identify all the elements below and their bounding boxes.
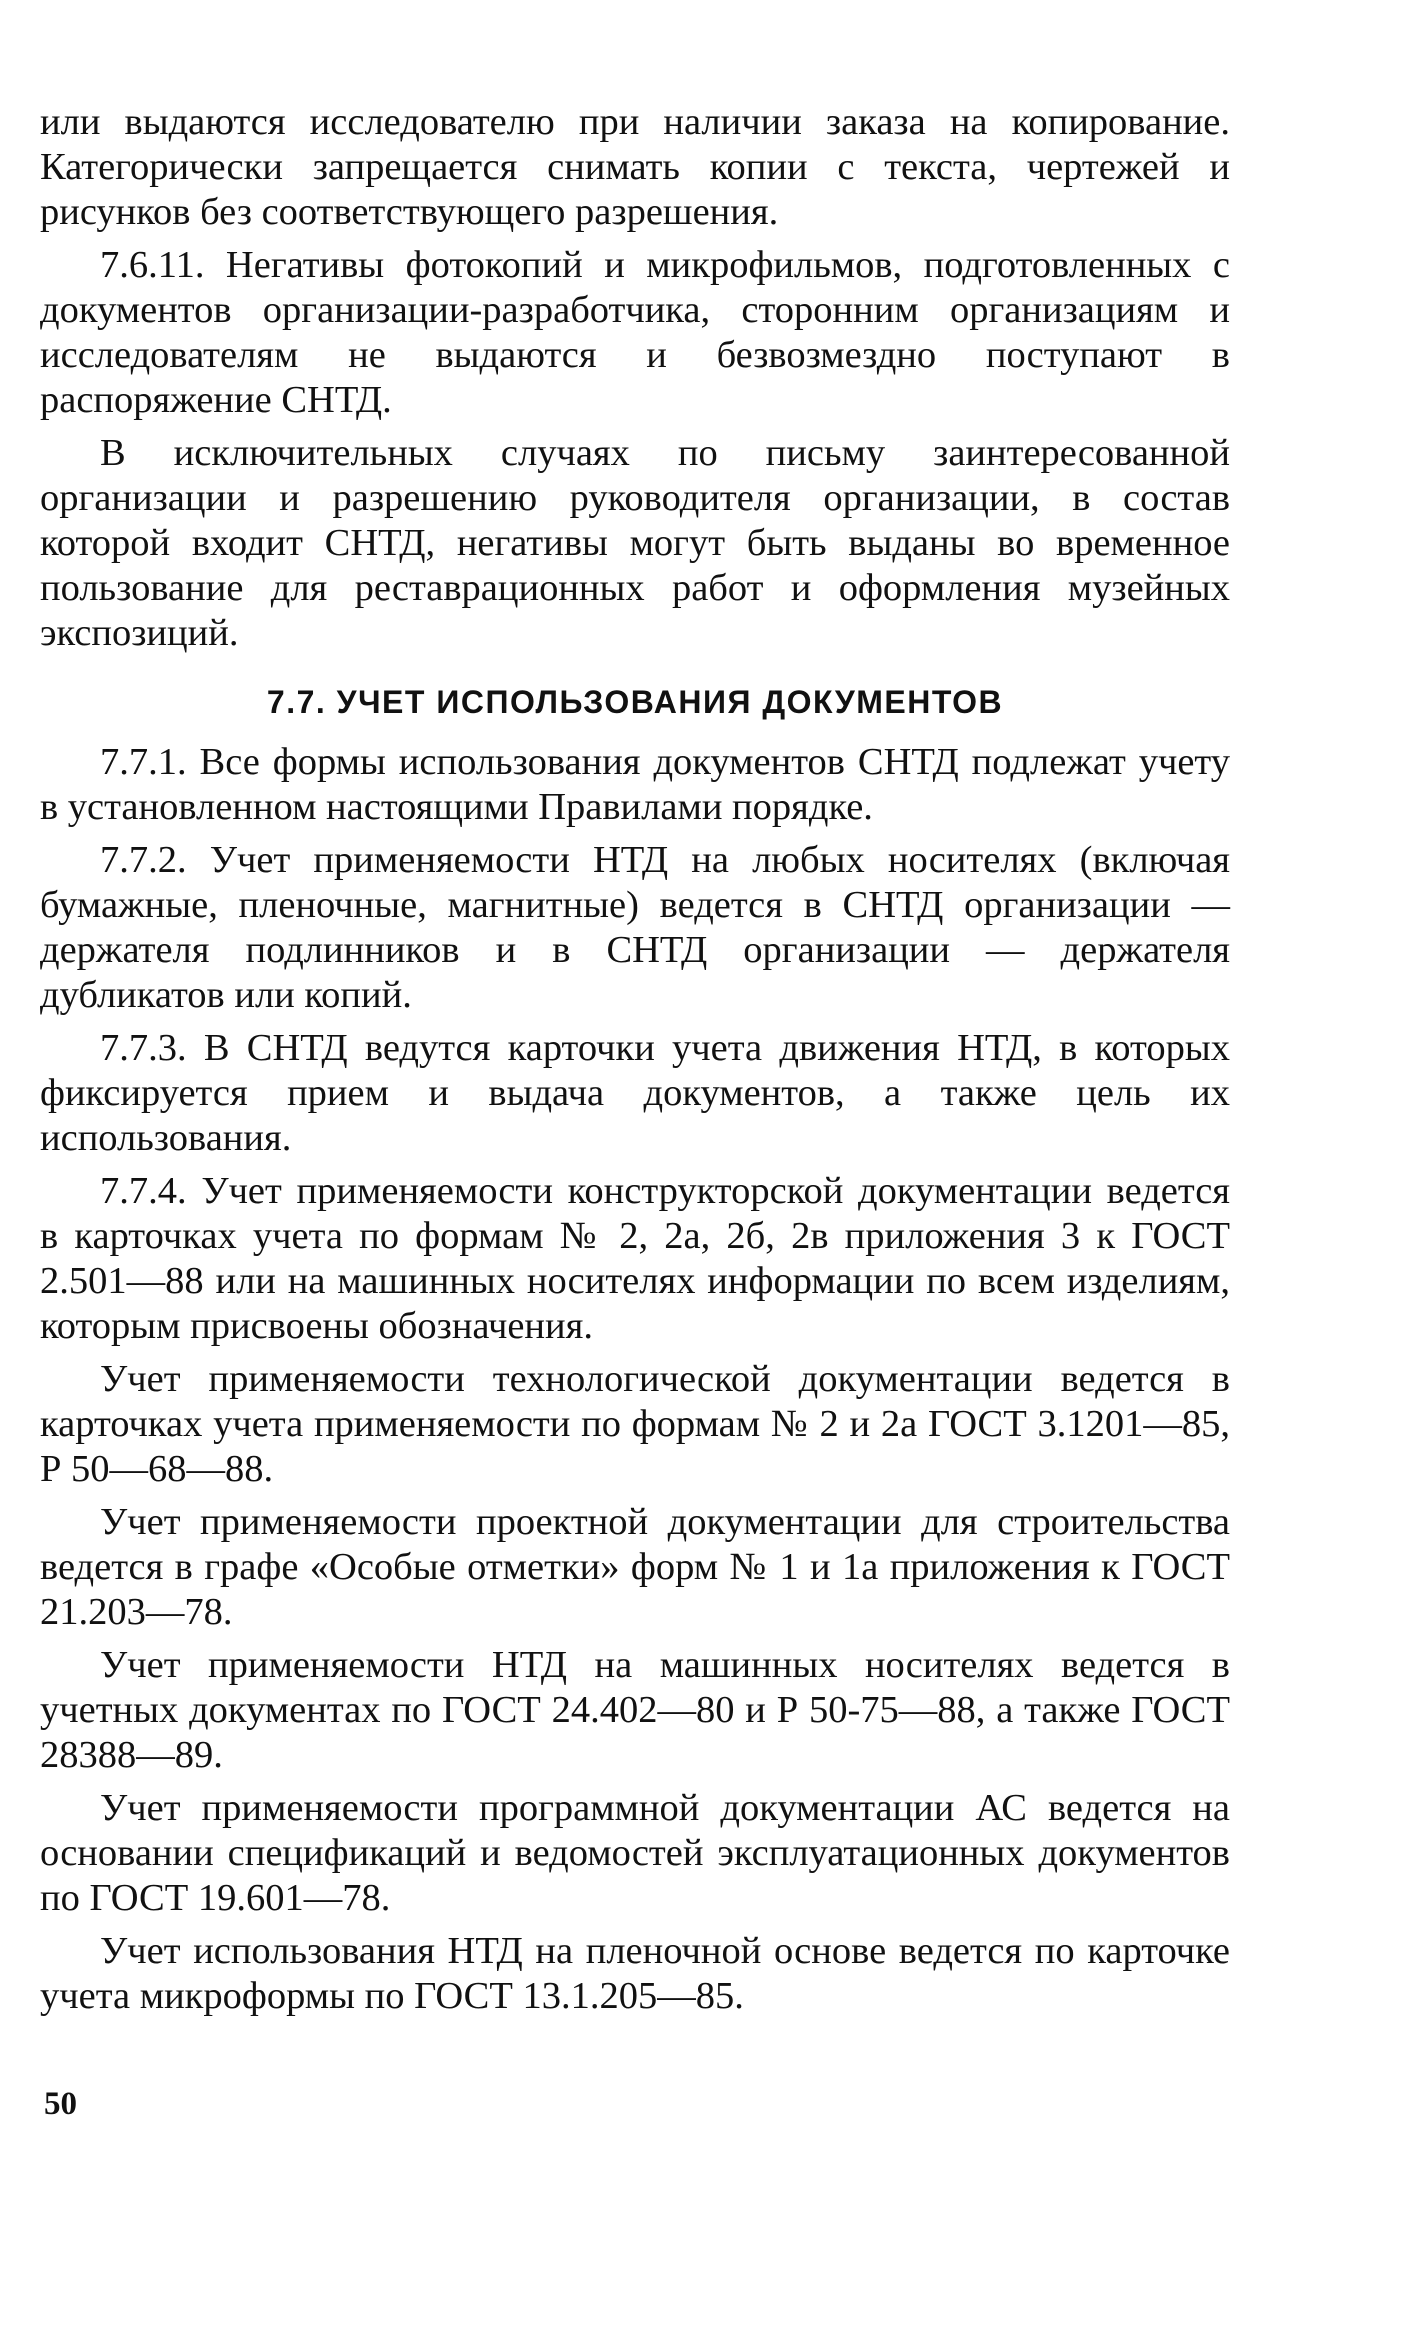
paragraph: Учет применяемости программной документации АС ведется на основании спецификаций и ведомостей эксплуатационных документов по ГОСТ 19.601—78. xyxy=(40,1787,1230,1919)
document-page xyxy=(40,100,1230,2027)
paragraph: 7.7.1. Все формы использования документов СНТД подлежат учету в установленном настоящими Правилами порядке. xyxy=(40,741,1230,828)
paragraph: или выдаются исследователю при наличии заказа на копирование. Категорически запрещается снимать копии с текста, чертежей и рисунков без соответствующего разрешения. xyxy=(40,101,1230,233)
page-number: 50 xyxy=(44,2086,77,2122)
paragraph: Учет применяемости технологической документации ведется в карточках учета применяемости по формам № 2 и 2а ГОСТ 3.1201—85, Р 50—68—88. xyxy=(40,1358,1230,1490)
paragraph: 7.7.3. В СНТД ведутся карточки учета движения НТД, в которых фиксируется прием и выдача документов, а также цель их использования. xyxy=(40,1027,1230,1159)
paragraph: 7.6.11. Негативы фотокопий и микрофильмов, подготовленных с документов организации-разработчика, сторонним организациям и исследователям не выдаются и безвозмездно поступают в распоряжение СНТД. xyxy=(40,244,1230,421)
paragraph: 7.7.2. Учет применяемости НТД на любых носителях (включая бумажные, пленочные, магнитные) ведется в СНТД организации — держателя подлинников и в СНТД организации — держателя дубликатов или копий. xyxy=(40,839,1230,1016)
paragraph: Учет использования НТД на пленочной основе ведется по карточке учета микроформы по ГОСТ 13.1.205—85. xyxy=(40,1930,1230,2017)
paragraph: Учет применяемости НТД на машинных носителях ведется в учетных документах по ГОСТ 24.402—80 и Р 50-75—88, а также ГОСТ 28388—89. xyxy=(40,1644,1230,1776)
paragraph: В исключительных случаях по письму заинтересованной организации и разрешению руководителя организации, в состав которой входит СНТД, негативы могут быть выданы во временное пользование для реставрационных работ и оформления музейных экспозиций. xyxy=(40,432,1230,654)
section-heading: 7.7. УЧЕТ ИСПОЛЬЗОВАНИЯ ДОКУМЕНТОВ xyxy=(266,684,1004,720)
paragraph: 7.7.4. Учет применяемости конструкторской документации ведется в карточках учета по формам № 2, 2а, 2б, 2в приложения 3 к ГОСТ 2.501—88 или на машинных носителях информации по всем изделиям, которым присвоены обозначения. xyxy=(40,1170,1230,1347)
paragraph: Учет применяемости проектной документации для строительства ведется в графе «Особые отметки» форм № 1 и 1а приложения к ГОСТ 21.203—78. xyxy=(40,1501,1230,1633)
